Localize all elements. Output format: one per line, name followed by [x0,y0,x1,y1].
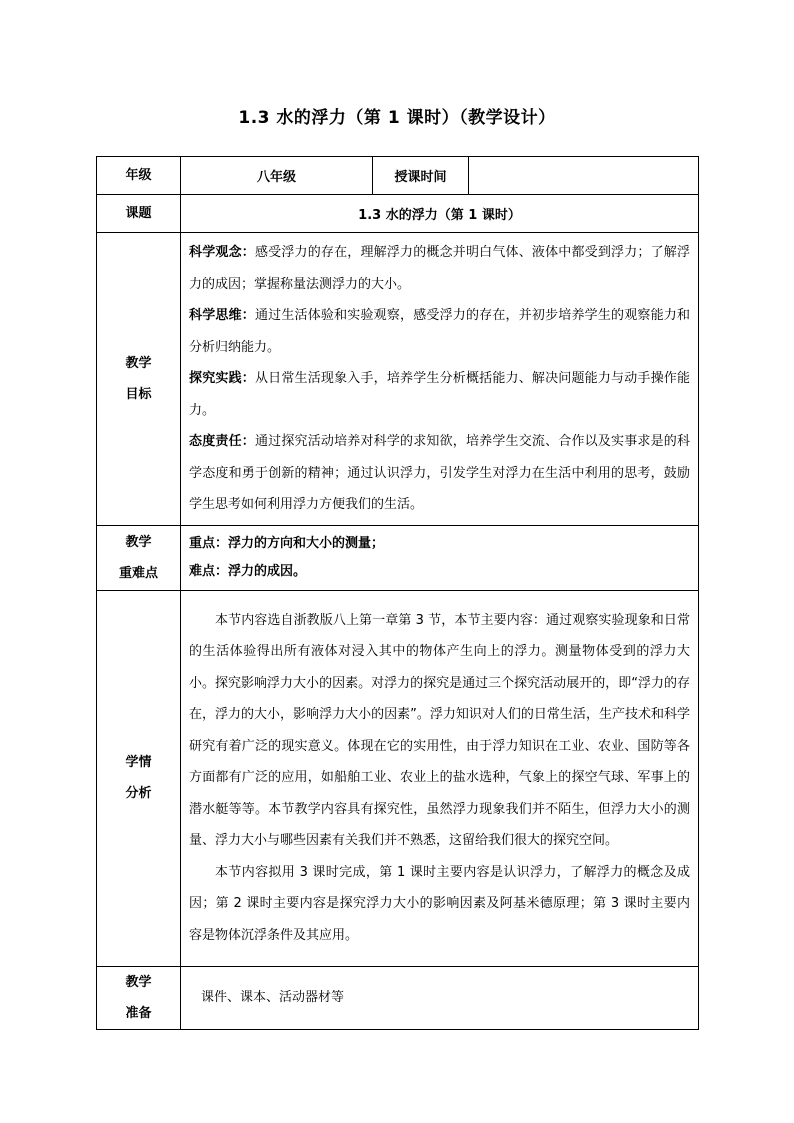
topic-value: 1.3 水的浮力（第 1 课时） [181,195,699,233]
keypoints-content [181,525,699,590]
goal-item [189,300,690,363]
goal-head: 科学思维： [189,308,255,323]
topic-row [97,195,699,233]
document-title: 1.3 水的浮力（第 1 课时）（教学设计） [238,108,556,128]
difficult-point: 难点：浮力的成因。 [189,563,307,579]
goal-text: 从日常生活现象入手，培养学生分析概括能力、解决问题能力与动手操作能力。 [189,371,690,418]
prep-label-line2: 准备 [125,1005,152,1021]
grade-row [97,157,699,195]
goal-text: 感受浮力的存在，理解浮力的概念并明白气体、液体中都受到浮力；了解浮力的成因；掌握称量法测浮力的大小。 [189,245,690,292]
goal-item [189,426,690,521]
goals-label [97,233,181,526]
goal-head: 探究实践： [189,371,255,386]
goal-item [189,237,690,300]
topic-label: 课题 [97,195,181,233]
goal-text: 通过探究活动培养对科学的求知欲，培养学生交流、合作以及实事求是的科学态度和勇于创新的精神；通过认识浮力，引发学生对浮力在生活中利用的思考，鼓励学生思考如何利用浮力方便我们的生活。 [189,434,690,512]
keypoints-label-line1: 教学 [125,534,152,550]
goals-content [181,233,699,526]
grade-label: 年级 [97,157,181,195]
goal-head: 态度责任： [189,434,255,449]
grade-value: 八年级 [181,157,373,195]
analysis-paragraph: 本节内容选自浙教版八上第一章第 3 节，本节主要内容：通过观察实验现象和日常的生活体验得出所有液体对浸入其中的物体产生向上的浮力。测量物体受到的浮力大小。探究影响浮力大小的因素。对浮力的探究是通过三个探究活动展开的，即“浮力的存在，浮力的大小，影响浮力大小的因素”。浮力知识对人们的日常生活，生产技术和科学研究有着广泛的现实意义。体现在它的实用性，由于浮力知识在工业、农业、国防等各方面都有广泛的应用，如船舶工业、农业上的盐水选种，气象上的探空气球、军事上的潜水艇等等。本节教学内容具有探究性，虽然浮力现象我们并不陌生，但浮力大小的测量、浮力大小与哪些因素有关我们并不熟悉，这留给我们很大的探究空间。 [189,612,690,849]
goal-text: 通过生活体验和实验观察，感受浮力的存在，并初步培养学生的观察能力和分析归纳能力。 [189,308,690,355]
lesson-plan-table [96,156,699,1030]
analysis-row [97,590,699,966]
goal-head: 科学观念： [189,245,255,260]
analysis-label-line1: 学情 [125,755,152,770]
goals-row [97,233,699,526]
goal-item [189,363,690,426]
analysis-label [97,590,181,966]
analysis-paragraph: 本节内容拟用 3 课时完成，第 1 课时主要内容是认识浮力，了解浮力的概念及成因；第 2 课时主要内容是探究浮力大小的影响因素及阿基米德原理；第 3 课时主要内容是物体沉浮条件及其应用。 [189,864,690,943]
keypoints-label-line2: 重难点 [118,565,158,581]
prep-label [97,966,181,1029]
time-value [469,157,699,195]
prep-content: 课件、课本、活动器材等 [181,966,699,1029]
goals-label-line1: 教学 [125,355,152,371]
goals-label-line2: 目标 [125,386,152,402]
time-label: 授课时间 [373,157,469,195]
analysis-content [181,590,699,966]
prep-row [97,966,699,1029]
key-point: 重点：浮力的方向和大小的测量； [189,535,385,551]
keypoints-row [97,525,699,590]
analysis-label-line2: 分析 [125,786,152,801]
prep-label-line1: 教学 [125,974,152,990]
keypoints-label [97,525,181,590]
